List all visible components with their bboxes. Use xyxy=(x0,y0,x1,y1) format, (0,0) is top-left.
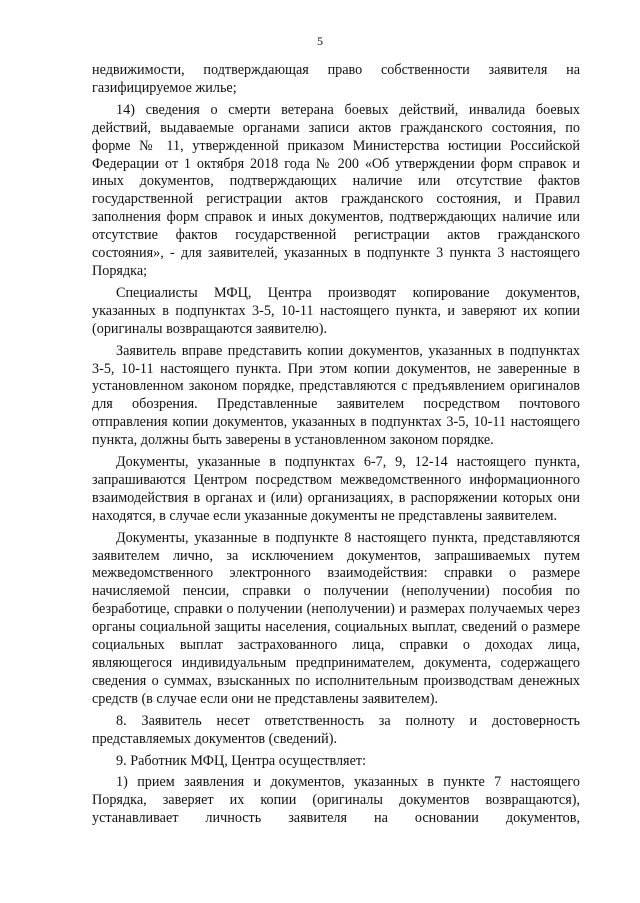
paragraph-subitem-8-documents: Документы, указанные в подпункте 8 настоящего пункта, представляются заявителем лично, за исключением документов, запрашиваемых путем межведомственного электронного взаимодействия: справки о размере начисляемой пенсии, справки о получении (неполучении) пособия по безработице, справки о получении (неполучении) и размерах получаемых через органы социальной защиты населения, социальных выплат, сведений о размере социальных выплат застрахованного лица, справки о доходах лица, являющегося индивидуальным предпринимателем, документа, содержащего сведения о суммах, взысканных по исполнительным производствам денежных средств (в случае если они не представлены заявителем). xyxy=(92,529,580,707)
paragraph-applicant-copies: Заявитель вправе представить копии документов, указанных в подпунктах 3-5, 10-11 настоящего пункта. При этом копии документов, не заверенные в установленном законом порядке, представляются с предъявлением оригиналов для обозрения. Представленные заявителем посредством почтового отправления копии документов, указанных в подпунктах 3-5, 10-11 настоящего пункта, должны быть заверены в установленном законом порядке. xyxy=(92,342,580,449)
page-number: 5 xyxy=(317,34,323,48)
paragraph-copying-documents: Специалисты МФЦ, Центра производят копирование документов, указанных в подпунктах 3-5, 10-11 настоящего пункта, и заверяют их копии (оригиналы возвращаются заявителю). xyxy=(92,284,580,337)
paragraph-interdepartmental-requests: Документы, указанные в подпунктах 6-7, 9, 12-14 настоящего пункта, запрашиваются Центром посредством межведомственного информационного взаимодействия в органах и (или) организациях, в распоряжении которых они находятся, в случае если указанные документы не представлены заявителем. xyxy=(92,454,580,524)
paragraph-item-9-heading: 9. Работник МФЦ, Центра осуществляет: xyxy=(116,752,367,769)
paragraph-item-8-responsibility: 8. Заявитель несет ответственность за полноту и достоверность представляемых документов (сведений). xyxy=(92,712,580,747)
paragraph-property-ownership: недвижимости, подтверждающая право собственности заявителя на газифицируемое жилье; xyxy=(92,62,580,96)
document-body xyxy=(92,62,580,832)
paragraph-item-14-death-info: 14) сведения о смерти ветерана боевых действий, инвалида боевых действий, выдаваемые органами записи актов гражданского состояния, по форме № 11, утвержденной приказом Министерства юстиции Российской Федерации от 1 октября 2018 года № 200 «Об утверждении форм справок и иных документов, подтверждающих наличие или отсутствие фактов государственной регистрации актов гражданского состояния, и Правил заполнения форм справок и иных документов, подтверждающих наличие или отсутствие фактов государственной регистрации актов гражданского состояния», - для заявителей, указанных в подпункте 3 пункта 3 настоящего Порядка; xyxy=(92,101,580,279)
paragraph-item-9-subitem-1: 1) прием заявления и документов, указанных в пункте 7 настоящего Порядка, заверяет их копии (оригиналы документов возвращаются), устанавливает личность заявителя на основании документов, xyxy=(92,774,580,827)
